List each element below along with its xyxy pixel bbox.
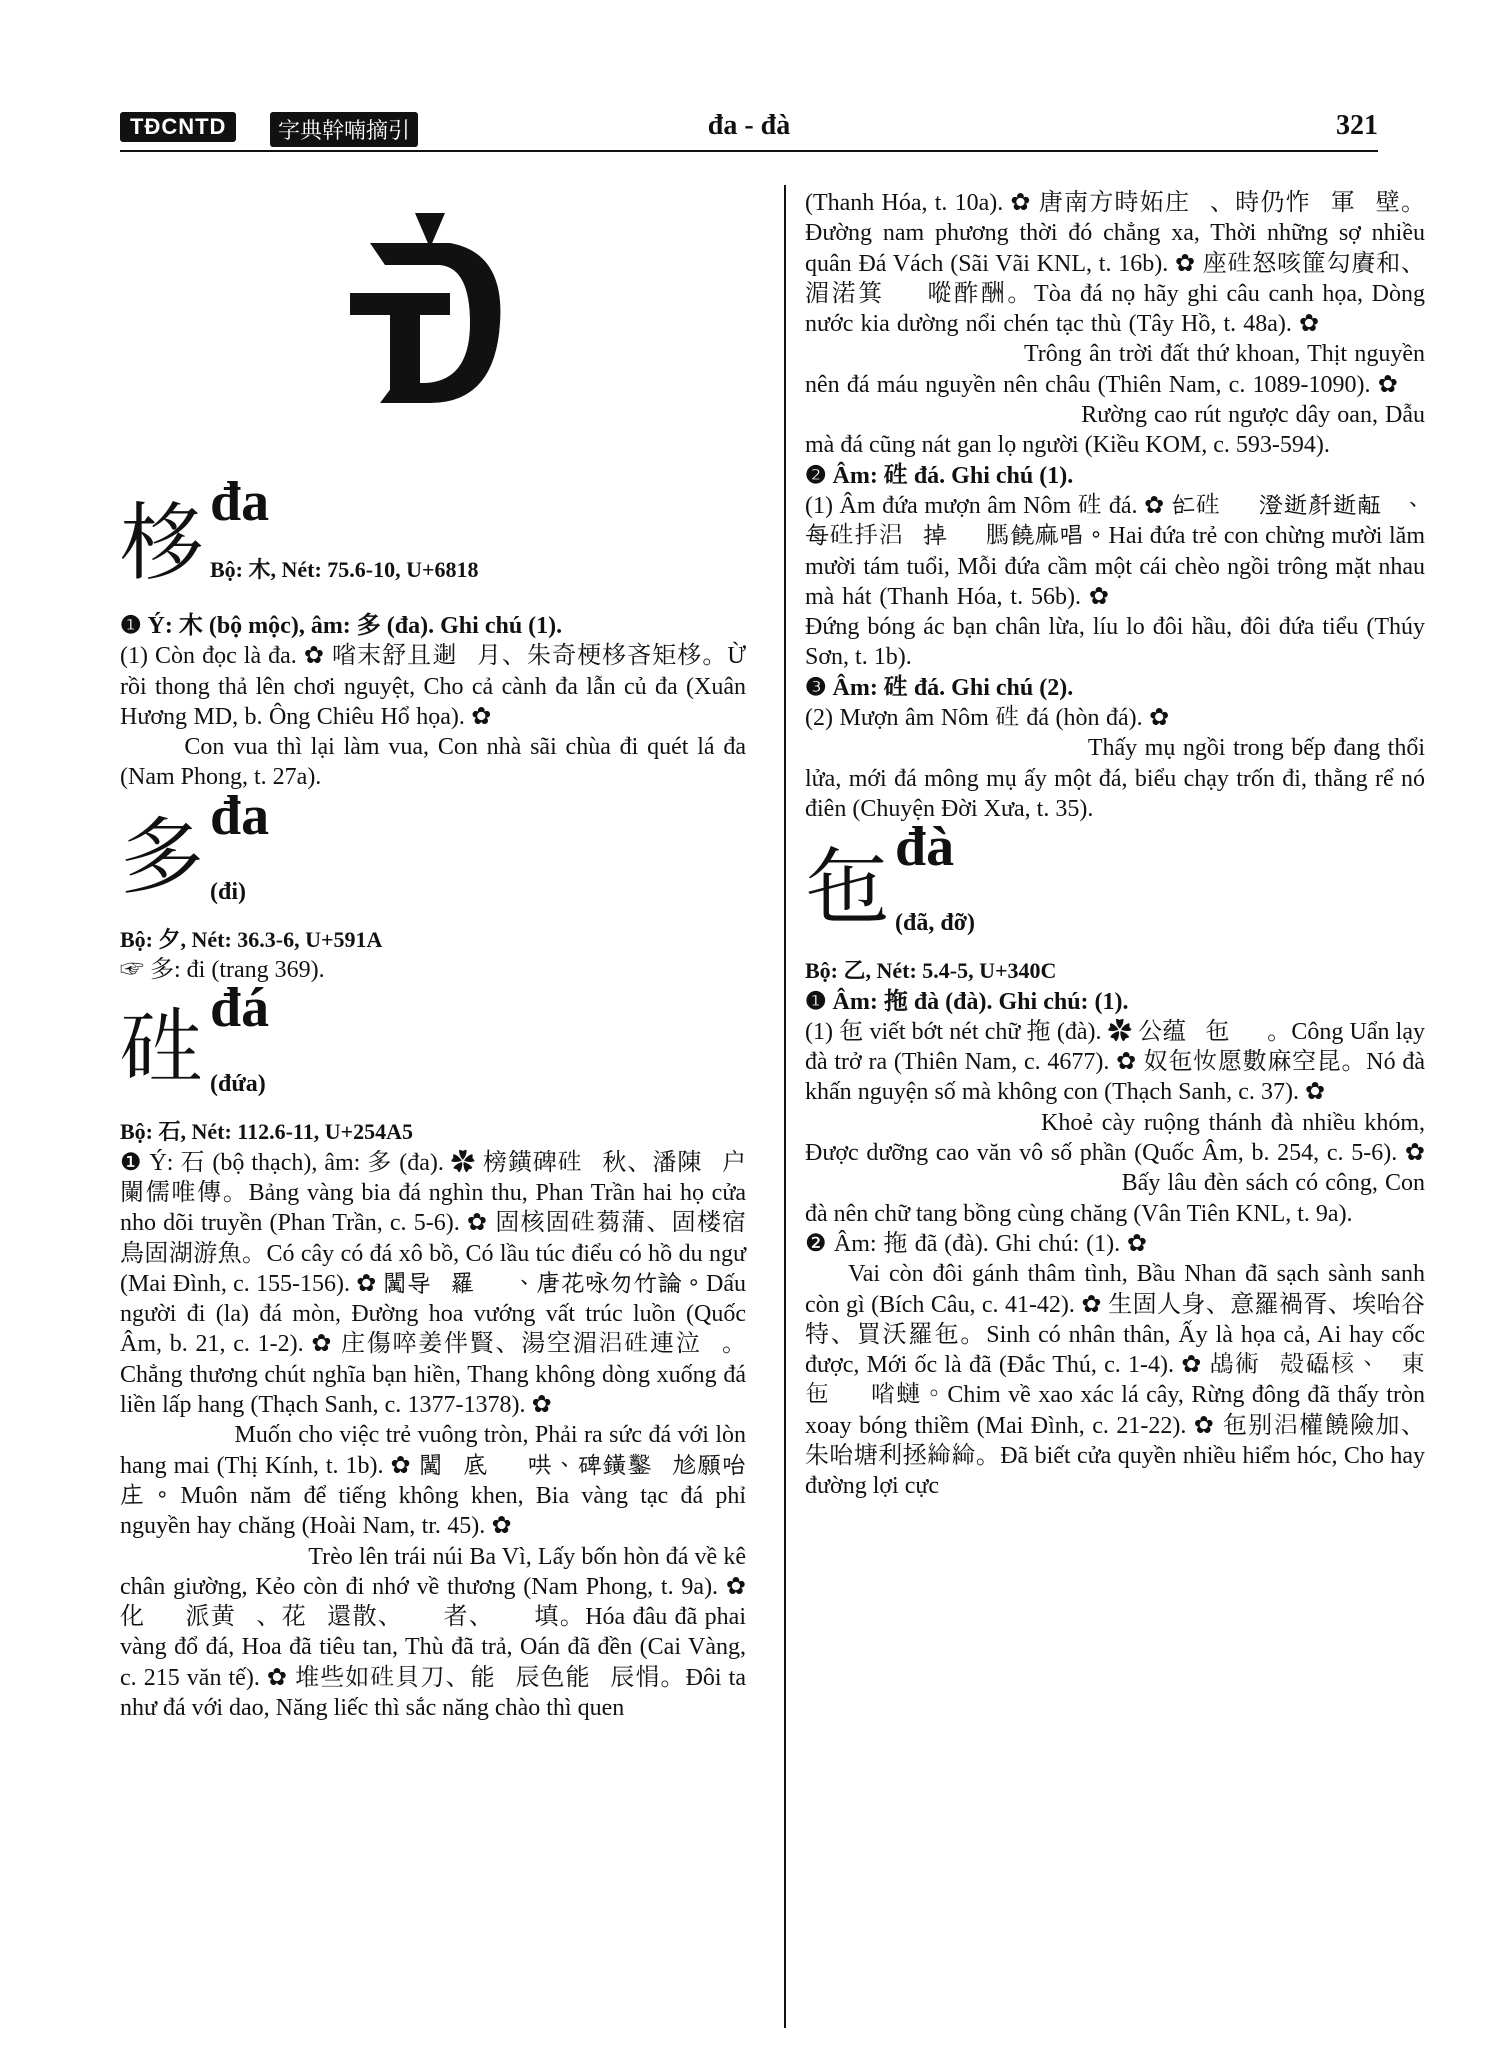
entry-head-da-2 — [120, 784, 746, 925]
han-nom-logo: 字典幹喃摘引 — [270, 112, 418, 147]
note-1: (1) Còn đọc là đa. ✿ 㗂末舒且𨔈𨖲月、朱奇梗栘吝矩栘。Ừ rồi thong thả lên chơi nguyệt, Cho cả cành đa lẫn củ đa (Xuân Hương MD, b. Ông Chiêu Hổ họa). ✿ 𢬣𫃚辰吏歹𫃚、𢬣茄𪮏厨𢬣决葉栘。Con vua thì lại làm vua, Con nhà sãi chùa đi quét lá đa (Nam Phong, t. 27a). — [120, 643, 746, 791]
letter-d-ornament-icon — [330, 213, 530, 423]
sense-1: ❶ Ý: 木 (bộ mộc), âm: 多 (đa). Ghi chú (1). — [120, 613, 563, 639]
head-variant: (đứa) — [210, 1071, 266, 1098]
header-rule — [120, 150, 1378, 152]
head-character: 多 — [120, 807, 205, 906]
running-title: đa - đà — [707, 110, 791, 141]
sense-1: ❶ Ý: 石 (bộ thạch), âm: 多 (đa). ✿ 榜鐄碑𥑥𢆥秋、潘陳𠃣户闌儒唯傳。Bảng vàng bia đá nghìn thu, Phan Trần hai họ cửa nho dõi truyền (Phan Trần, c. 5-6). ✿ 固核固𥑥蒭蒲、固楼宿鳥固湖游魚。Có cây có đá xô bồ, Có lầu túc điểu có hồ du ngư (Mai Đình, c. 155-156). ✿ 𨷈导𢬭羅𥑥𪦣、唐花咏勿竹論。Dấu người đi (la) đá mòn, Đường hoa vướng vất trúc luồn (Quốc Âm, b. 21, c. 1-2). ✿ 庄傷啐姜伴賢、湯空湄𣳮𥑥連泣𡑝。Chẳng thương chút nghĩa bạn hiền, Thang không dòng xuống đá liền lấp hang (Thạch Sanh, c. 1377-1378). ✿ 𤴬朱役𢃊旗𨇉、沛𪶐餝𥑥買𨆝𡑝枚。Muốn cho việc trẻ vuông tròn, Phải ra sức đá với lòn hang mai (Thị Kính, t. 1b). ✿ 𨷈𢆥底㗂唴哄、碑鐄鑿𥑥𠃩願咍庄。Muôn năm để tiếng không khen, Bia vàng tạc đá phỉ nguyền hay chăng (Hoài Nam, tr. 45). ✿ 𨆝𨖲𡂑𡶀𠀧𡷈、𢬣𦊛𡑝𥑥衛𨅸𨇉、𢬣群𢬭汝衛傷。Trèo lên trái núi Ba Vì, Lấy bốn hòn đá về kê chân giường, Kẻo còn đi nhớ về thương (Nam Phong, t. 9a). ✿ 化𪤍𠀲派黄𥑥、花𠀲還散、𨋣𠀲者、𢙬𠀲填。Hóa đâu đã phai vàng đổ đá, Hoa đã tiêu tan, Thù đã trả, Oán đã đền (Cai Vàng, c. 215 văn tế). ✿ 堆些如𥑥貝刀、能𥕄辰色能𠸜辰悁。Đôi ta như đá với dao, Năng liếc thì sắc năng chào thì quen — [120, 1149, 746, 1722]
right-column — [805, 188, 1425, 1502]
sense-2: ❷ Âm: 拖 đã (đà). Ghi chú: (1). ✿ 𥙩群堆梗深情、瓢顔㐌沚𡀲生群之。Vai còn đôi gánh thâm tình, Bầu Nhan đã sạch sành sanh còn gì (Bích Câu, c. 41-42). ✿ 生固人身、意羅禍胥、埃咍谷特、買沃羅㐌。Sinh có nhân thân, Ấy là họa cả, Ai hay cốc được, Mới ốc là đã (Đắc Thú, c. 1-4). ✿ 𪀄術𢴑殻𥗐核、𡗶東㐌𥚄𨆝㗂𧐖。Chim về xao xác lá cây, Rừng đông đã thấy tròn xoay bóng thiềm (Mai Đình, c. 21-22). ✿ 㐌别𣳮權饒險加、朱咍塘利拯𦁸𦁸。Đã biết cửa quyền nhiều hiểm hóc, Cho hay đường lợi cực — [805, 1230, 1425, 1500]
note-2: (2) Mượn âm Nôm 𥑥 đá (hòn đá). ✿ 𥚄媒坐冲𤏬當𠿿焒、買𥑥𦢞媒意没𥑥、表𢬭遁𢬭、𡬷壻奴𤸊。Thấy mụ ngồi trong bếp đang thổi lửa, mới đá mông mụ ấy một đá, biểu chạy trốn đi, thằng rể nó điên (Chuyện Đời Xưa, t. 35). — [805, 705, 1425, 822]
sense-2: ❷ Âm: 𥑥 đá. Ghi chú (1). — [805, 462, 1074, 489]
publisher-logo: TĐCNTD — [120, 112, 236, 142]
head-word: đa — [210, 471, 270, 533]
head-character: 㐌 — [805, 839, 890, 938]
head-word: đa — [210, 784, 270, 847]
page-header — [120, 108, 1378, 148]
head-word: đá — [210, 977, 270, 1040]
head-word: đà — [895, 816, 955, 879]
sense-1: ❶ Âm: 拖 đà (đà). Ghi chú: (1). — [805, 988, 1129, 1015]
note-1: (1) 㐌 viết bớt nét chữ 拖 (đà). ✿ 公蕴𢬣㐌𧿫𠚢。Công Uẩn lạy đà trở ra (Thiên Nam, c. 4677). ✿ 奴㐌𢖵愿數麻空昆。Nó đà khấn nguyện số mà không con (Thạch Sanh, c. 37). ✿ 𨁪耒𦓡聖㐌饒坎、特養高文無數分。Khoẻ cày ruộng thánh đà nhiều khóm, Được dưỡng cao văn vô số phần (Quốc Âm, b. 254, c. 5-6). ✿ 𠸗数𤎎冊𠶢功、昆㐌𢧚𡨸桑蓬共庄。Bấy lâu đèn sách có công, Con đà nên chữ tang bồng cùng chăng (Vân Tiên KNL, t. 9a). — [805, 1018, 1425, 1227]
head-character: 栘 — [120, 494, 205, 592]
left-column — [120, 185, 746, 1723]
radical-info: Bộ: 木, Nét: 75.6-10, U+6818 — [210, 557, 479, 582]
sense-3: ❸ Âm: 𥑥 đá. Ghi chú (2). — [805, 674, 1074, 701]
page-number: 321 — [1336, 110, 1378, 141]
radical-info: Bộ: 夕, Nét: 36.3-6, U+591A — [120, 926, 383, 952]
head-character: 𥑥 — [120, 1000, 205, 1099]
radical-info: Bộ: 石, Nét: 112.6-11, U+254A5 — [120, 1119, 414, 1145]
note-1: (1) Âm đứa mượn âm Nôm 𥑥 đá. ✿ 𠄩𥑥𥘷𢬣澄逝𠦳逝𠄼𢆥、每𥑥抙𣳮𤴬掉𢬣𥉫𦟐饒麻唱。Hai đứa trẻ con chừng mười lăm mười tám tuổi, Mỗi đứa cầm một cái chèo ngồi trông mặt nhau mà hát (Thanh Hóa, t. 56b). ✿ 𨀈𤽗鵶伴𩠓𩢬、㖫㕠堆侯堆𥑥小。Đứng bóng ác bạn chân lừa, líu lo đôi hầu, đôi đứa tiểu (Thúy Sơn, t. 1b). — [805, 492, 1425, 671]
cross-reference: ☞ 多: đi (trang 369). — [120, 957, 325, 984]
entry-head-da-4 — [805, 816, 1425, 956]
head-variant: (đã, đỡ) — [895, 910, 975, 937]
entry-head-da-3 — [120, 977, 746, 1117]
entry-head-da-1 — [120, 471, 746, 611]
radical-info: Bộ: 乙, Nét: 5.4-5, U+340C — [805, 958, 1057, 984]
column-divider — [784, 185, 786, 2028]
head-variant: (đi) — [210, 878, 246, 905]
continued-text: (Thanh Hóa, t. 10a). ✿ 唐南方時妬庄𨖅、時仍怍𢜜軍𥑥壁。Đường nam phương thời đó chẳng xa, Thời những sợ nhiều quân Đá Vách (Sãi Vãi KNL, t. 16b). ✿ 座𥑥怒咳篚勾賡和、湄渃箕𨖲𤀒㗰酢酬。Tòa đá nọ hãy ghi câu canh họa, Dòng nước kia dường nổi chén tạc thù (Tây Hồ, t. 48a). ✿ 𥉫恩𡗶坦恕寬、𦧘願𢧚𥑥𦷨願𢧚珠。Trông ân trời đất thứ khoan, Thịt nguyền nên đá máu nguyền nên châu (Thiên Nam, c. 1089-1090). ✿ 𣘃高捽𢬣縺冤、𨢇麻𥑥供涅肝𢀲。Rường cao rút ngược dây oan, Dẫu mà đá cũng nát gan lọ người (Kiều KOM, c. 593-594). — [805, 190, 1425, 459]
